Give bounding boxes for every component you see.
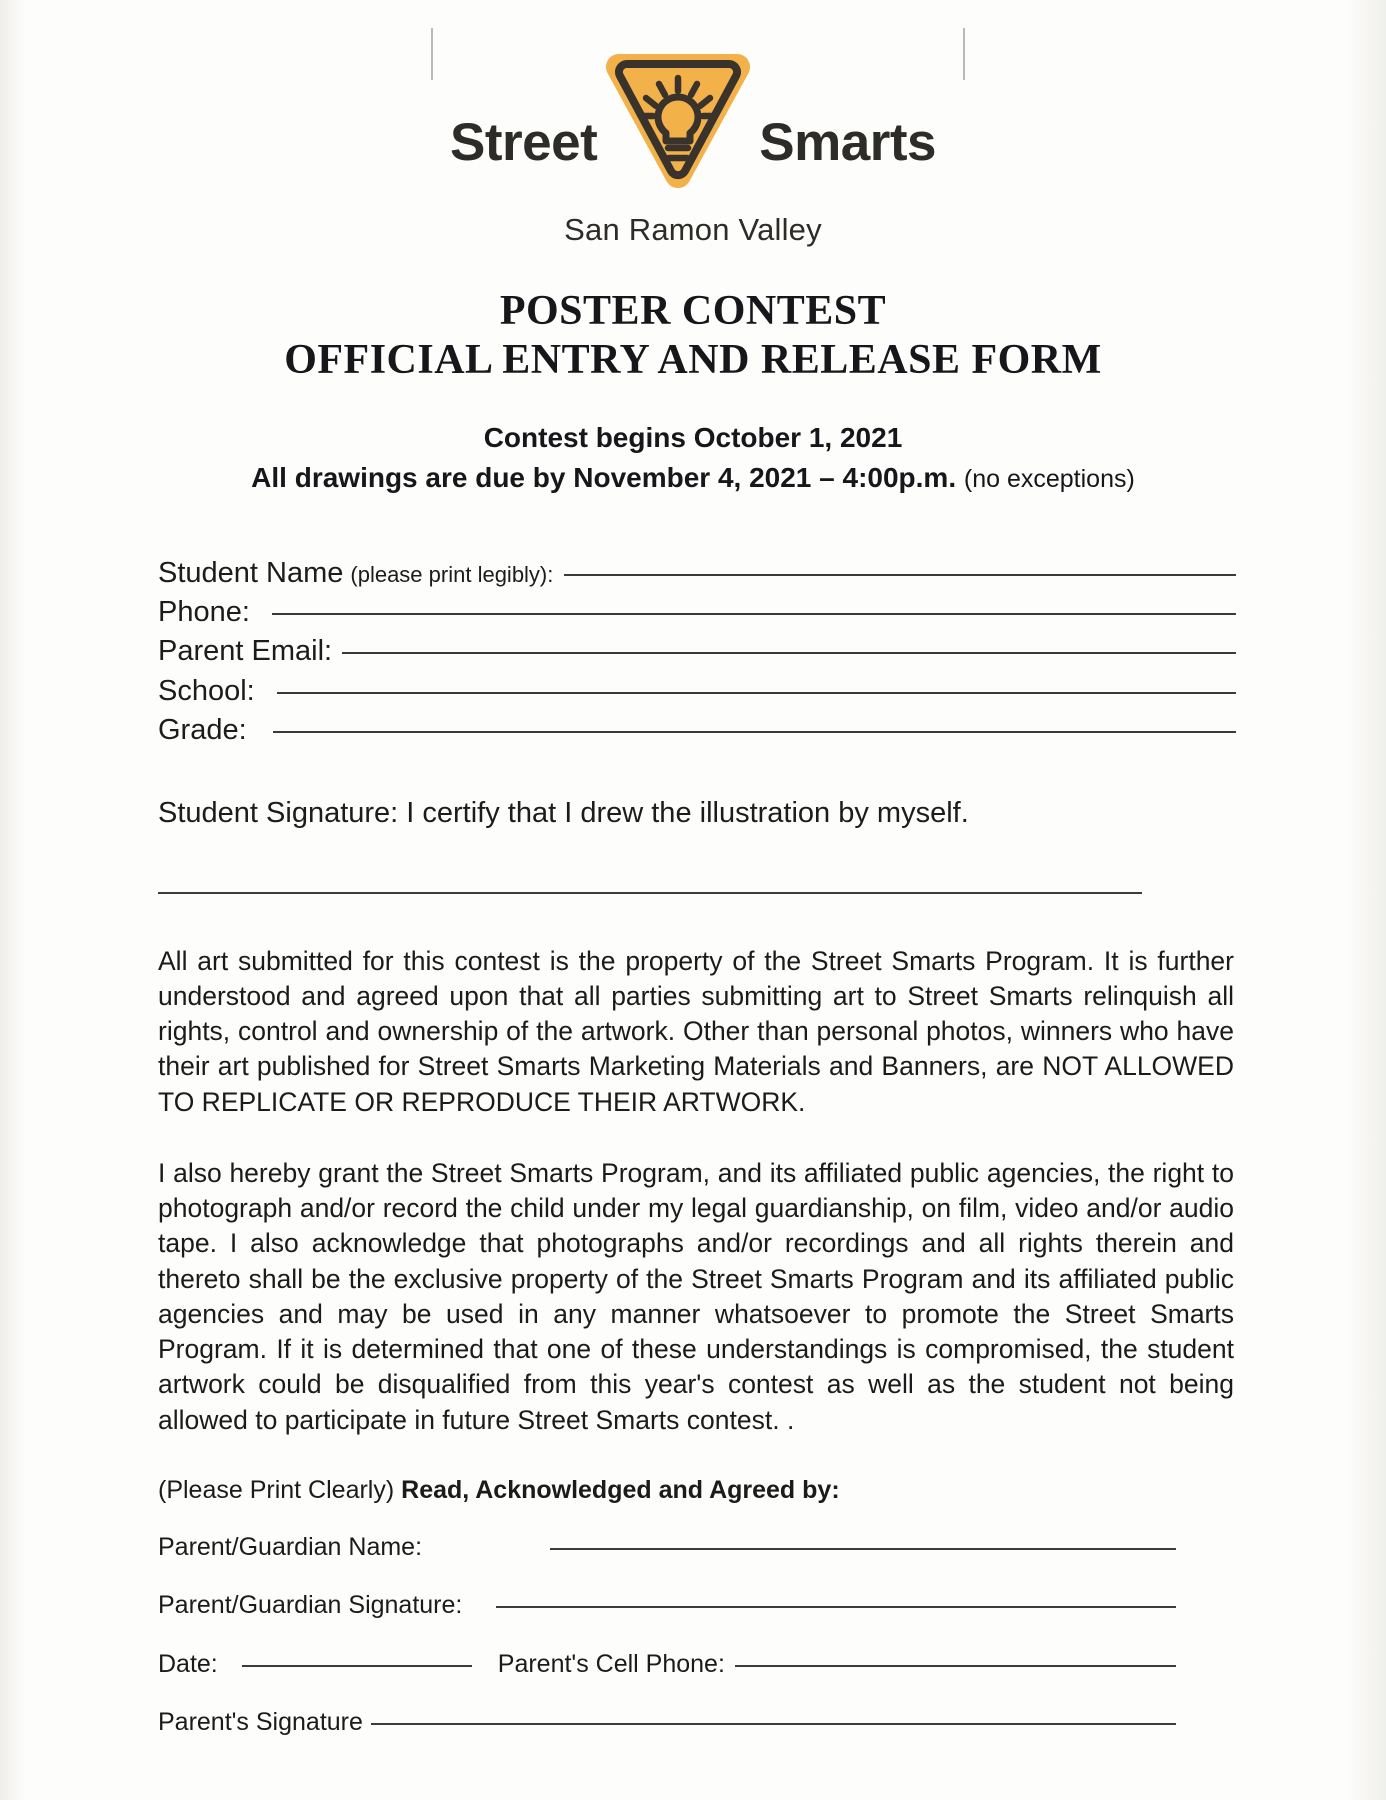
release-paragraph-2: I also hereby grant the Street Smarts Program, and its affiliated public agencies, the right to photograph and/or record the child under my legal guardianship, on film, video and/or audio tape. I also acknowledge that photographs and/or recordings and all rights therein and thereto shall be the exclusive property of the Street Smarts Program and its affiliated public agencies and may be used in any manner whatsoever to promote the Street Smarts Program. If it is determined that one of these understandings is compromised, the student artwork could be disqualified from this year's contest as well as the student not being allowed to participate in future Street Smarts contest. . <box>158 1157 1234 1435</box>
parent-signature-row <box>158 1706 1176 1739</box>
school-label: School: <box>158 674 255 707</box>
date-label: Date: <box>158 1649 218 1678</box>
contest-dates <box>0 418 1386 498</box>
organization-name: San Ramon Valley <box>564 212 822 247</box>
parent-signature-label: Parent's Signature <box>158 1708 363 1737</box>
parent-email-field-row <box>158 632 1236 671</box>
page-title-line-2: OFFICIAL ENTRY AND RELEASE FORM <box>284 337 1102 384</box>
contest-due-date <box>0 458 1386 498</box>
date-input[interactable] <box>242 1665 472 1667</box>
print-clearly-note: (Please Print Clearly) <box>158 1475 395 1504</box>
student-name-note: (please print legibly): <box>350 561 554 587</box>
contest-due-date-note: (no exceptions) <box>963 464 1135 493</box>
date-and-cell-phone-row <box>158 1648 1176 1681</box>
school-input[interactable] <box>277 692 1236 694</box>
student-name-label: Student Name <box>158 556 344 589</box>
student-signature-input[interactable] <box>158 892 1142 894</box>
contest-start-date: Contest begins October 1, 2021 <box>483 422 903 454</box>
parent-signature-input[interactable] <box>371 1723 1176 1725</box>
contest-due-date-text: All drawings are due by November 4, 2021 – 4:00p.m. <box>251 461 957 493</box>
student-name-field-row <box>158 554 1236 593</box>
parent-guardian-signature-label: Parent/Guardian Signature: <box>158 1591 463 1620</box>
phone-label: Phone: <box>158 596 250 628</box>
acknowledgment-heading <box>158 1476 1386 1505</box>
brand-logo <box>0 34 1386 206</box>
brand-word-street: Street <box>450 112 598 172</box>
student-certification-text: Student Signature: I certify that I drew the illustration by myself. <box>158 796 969 829</box>
parent-email-input[interactable] <box>342 652 1236 654</box>
brand-word-smarts: Smarts <box>759 112 936 172</box>
parent-guardian-name-label: Parent/Guardian Name: <box>158 1532 423 1561</box>
phone-input[interactable] <box>272 613 1236 615</box>
parent-guardian-name-input[interactable] <box>550 1548 1176 1550</box>
parent-cell-phone-input[interactable] <box>735 1665 1176 1667</box>
lightbulb-warning-triangle-icon <box>603 44 753 196</box>
acknowledgment-form <box>0 1531 1386 1739</box>
school-field-row <box>158 672 1236 711</box>
release-paragraph-1: All art submitted for this contest is the property of the Street Smarts Program. It is further understood and agreed upon that all parties submitting art to Street Smarts relinquish all rights, control and ownership of the artwork. Other than personal photos, winners who have their art published for Street Smarts Marketing Materials and Banners, are NOT ALLOWED TO REPLICATE OR REPRODUCE THEIR ARTWORK. <box>158 945 1234 1117</box>
page-title-line-1: POSTER CONTEST <box>499 288 887 334</box>
student-name-input[interactable] <box>564 574 1236 576</box>
parent-email-label: Parent Email: <box>158 635 333 668</box>
parent-guardian-signature-row <box>158 1589 1176 1622</box>
phone-field-row <box>158 593 1236 632</box>
agreed-by-label: Read, Acknowledged and Agreed by: <box>401 1475 840 1504</box>
grade-field-row <box>158 711 1236 750</box>
student-information-form <box>0 554 1386 751</box>
grade-label: Grade: <box>158 714 247 747</box>
parent-guardian-signature-input[interactable] <box>496 1606 1176 1608</box>
parent-cell-phone-label: Parent's Cell Phone: <box>497 1649 725 1678</box>
parent-guardian-name-row <box>158 1531 1176 1564</box>
grade-input[interactable] <box>273 731 1236 733</box>
